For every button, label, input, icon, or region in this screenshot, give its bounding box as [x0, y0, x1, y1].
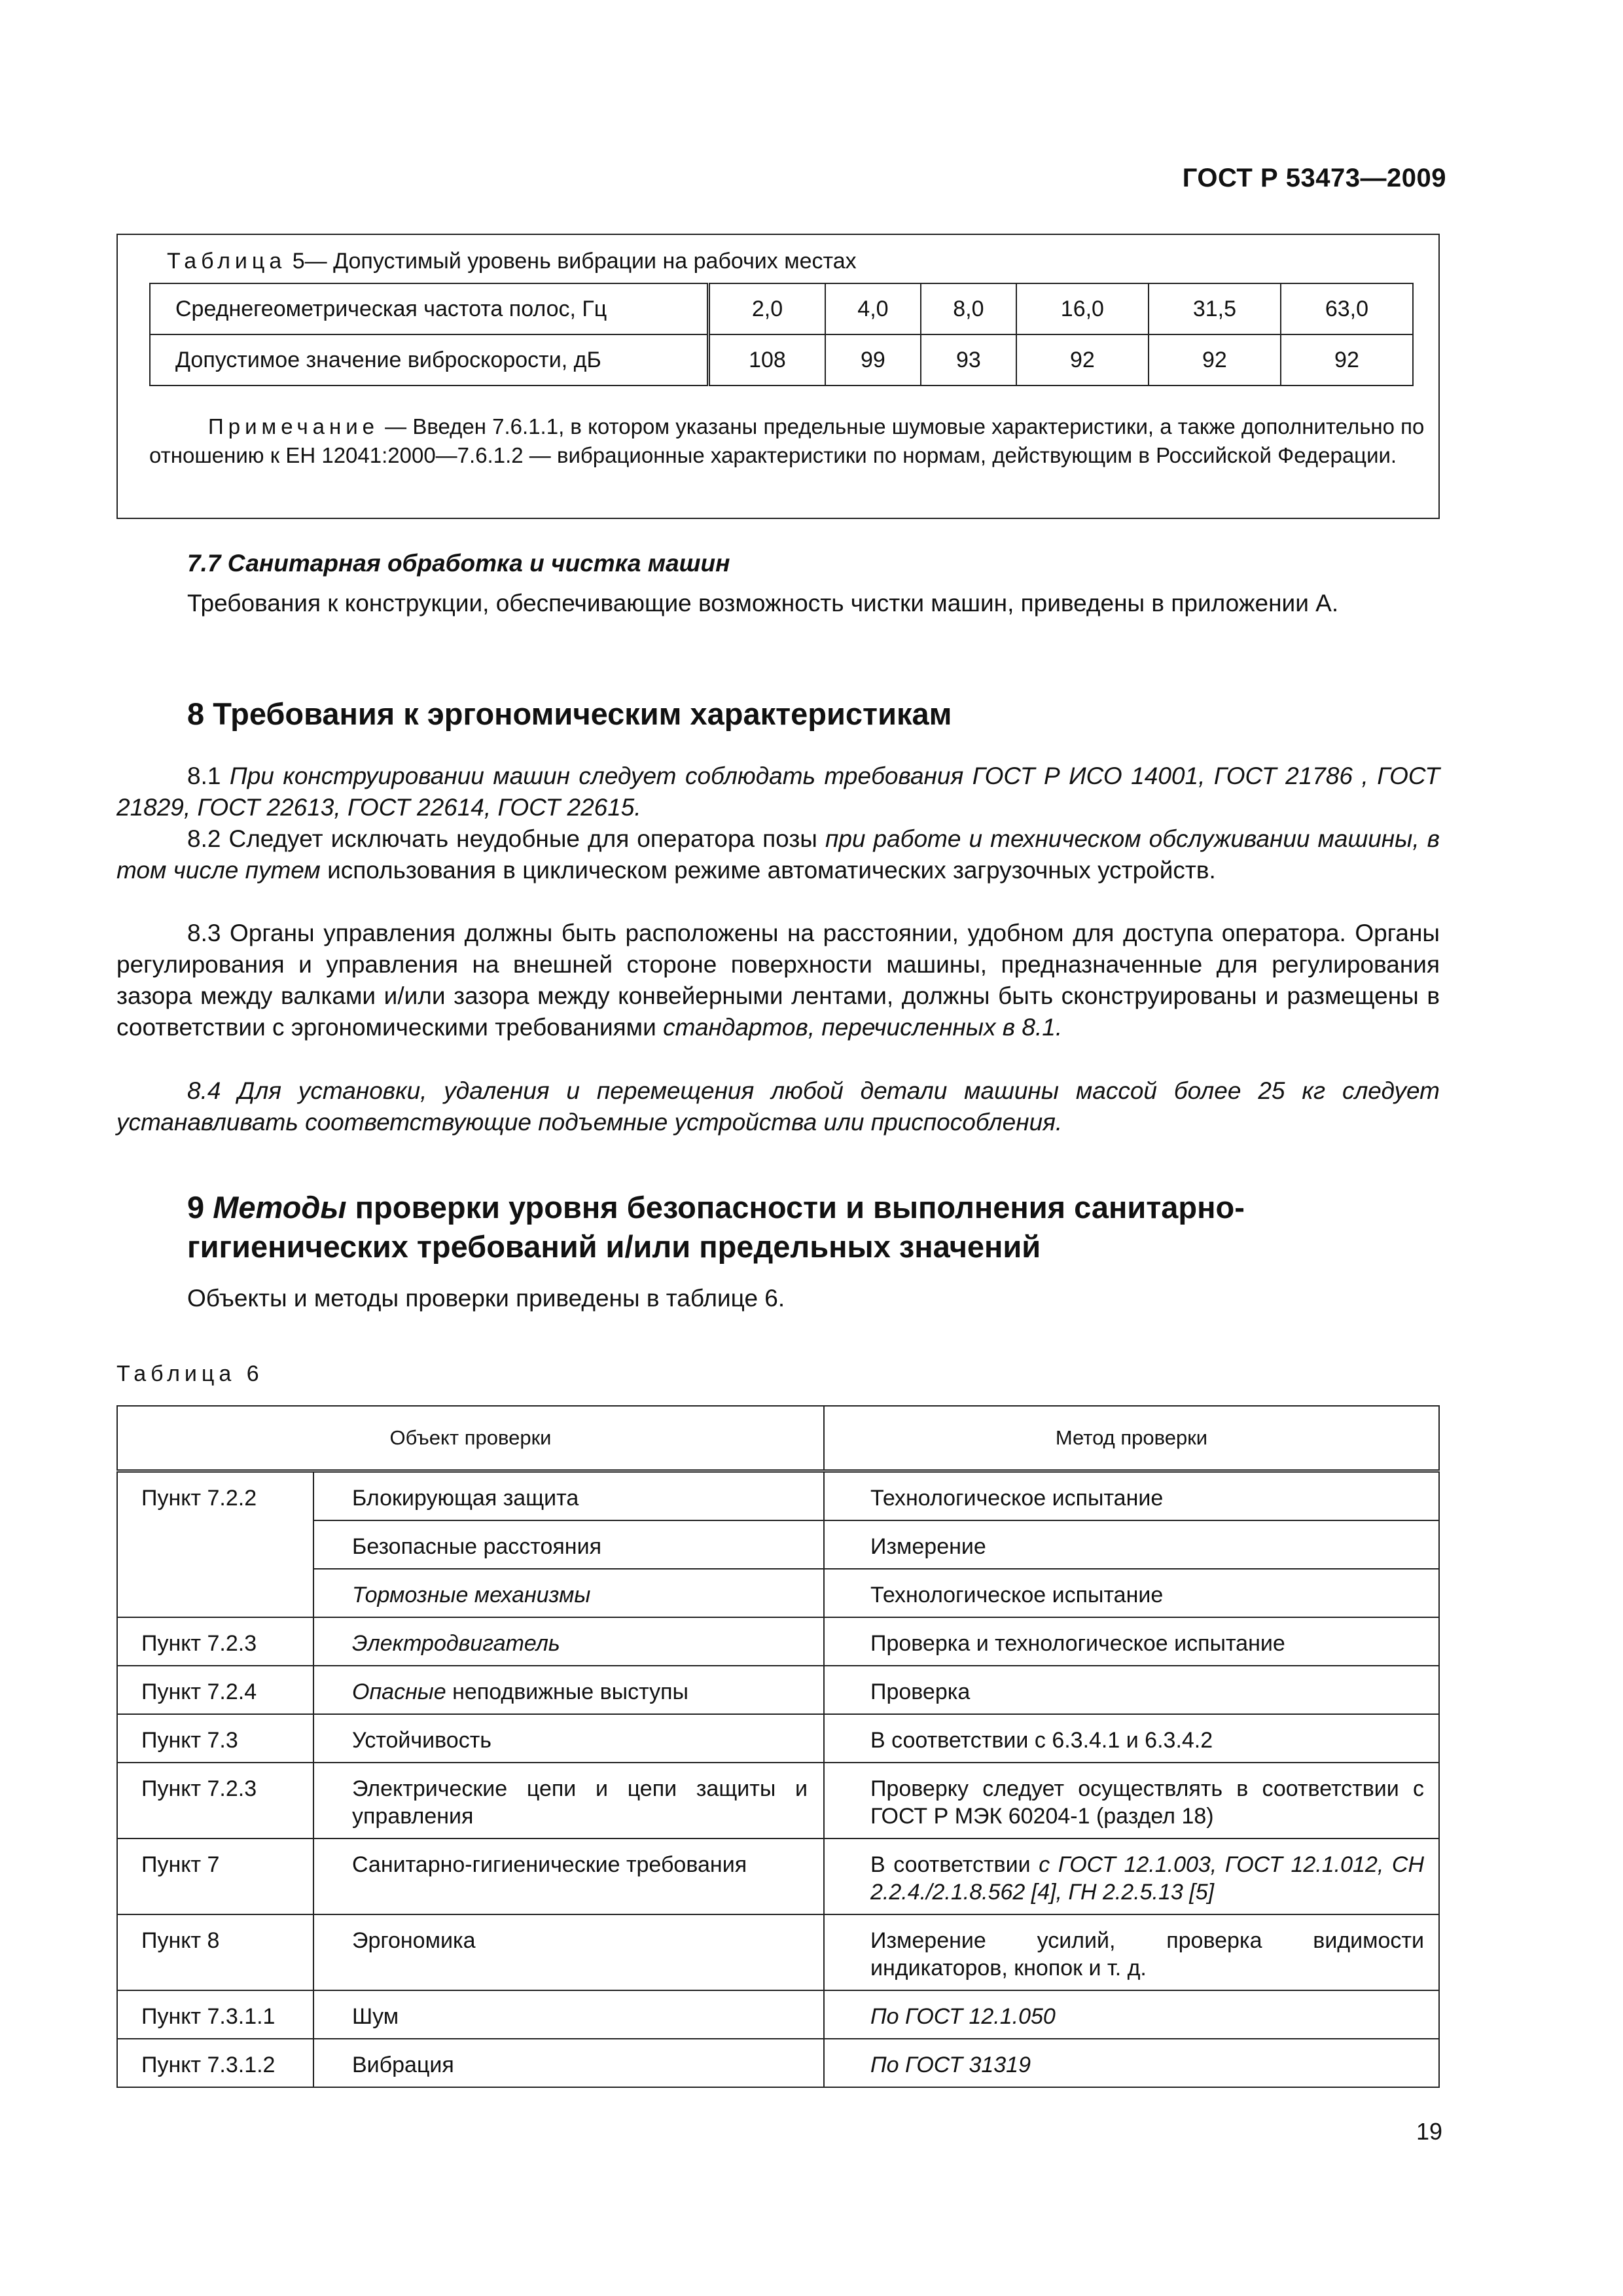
- clause-cell: Пункт 7.2.2: [117, 1471, 313, 1618]
- table5-row-frequency: [150, 283, 1413, 334]
- object-cell: Шум: [313, 1990, 824, 2039]
- paragraph-text-italic: стандартов, перечисленных в 8.1.: [663, 1014, 1063, 1041]
- paragraph-number: 8.1: [187, 762, 230, 789]
- method-text-italic: с ГОСТ 12.1.003, ГОСТ 12.1.012, СН 2.2.4./2.1.8.562 [4], ГН 2.2.5.13 [5]: [870, 1852, 1425, 1905]
- table-row: [117, 1714, 1439, 1763]
- clause-cell: Пункт 7.3.1.1: [117, 1990, 313, 2039]
- clause-cell: Пункт 7: [117, 1839, 313, 1914]
- page-number: 19: [1416, 2118, 1442, 2145]
- table6: [116, 1405, 1440, 2088]
- clause-cell: Пункт 7.2.4: [117, 1666, 313, 1714]
- object-cell: Электрические цепи и цепи защиты и управления: [313, 1763, 824, 1839]
- object-cell: Тормозные механизмы: [313, 1569, 824, 1617]
- table5-cell: 16,0: [1016, 283, 1149, 334]
- method-cell: По ГОСТ 31319: [824, 2039, 1439, 2087]
- table-row: [117, 1471, 1439, 1521]
- heading-text: проверки уровня безопасности и выполнения санитарно-гигиенических требований и/или предельных значений: [187, 1190, 1245, 1264]
- method-text: В соответствии: [870, 1852, 1039, 1877]
- section-9-intro: Объекты и методы проверки приведены в таблице 6.: [187, 1285, 785, 1312]
- paragraph-8-3: [116, 918, 1440, 1043]
- method-cell: В соответствии с 6.3.4.1 и 6.3.4.2: [824, 1714, 1439, 1763]
- table5-cell: 63,0: [1281, 283, 1413, 334]
- paragraph-8-2: [116, 823, 1440, 886]
- table5-cell: 4,0: [825, 283, 921, 334]
- column-header-object: Объект проверки: [117, 1406, 824, 1471]
- object-text: неподвижные выступы: [446, 1679, 688, 1704]
- method-cell: Технологическое испытание: [824, 1569, 1439, 1617]
- heading-number: 9: [187, 1190, 213, 1225]
- object-cell: [313, 1666, 824, 1714]
- table-row: [117, 1763, 1439, 1839]
- method-cell: [824, 1839, 1439, 1914]
- paragraph-text: использования в циклическом режиме автоматических загрузочных устройств.: [320, 857, 1216, 884]
- section-7-7-heading: 7.7 Санитарная обработка и чистка машин: [187, 550, 730, 577]
- table-row: [117, 1990, 1439, 2039]
- method-cell: Технологическое испытание: [824, 1471, 1439, 1521]
- table-row: [117, 1666, 1439, 1714]
- table6-caption: [116, 1361, 264, 1387]
- heading-italic-word: Методы: [213, 1190, 347, 1225]
- table5-cell: 108: [709, 334, 825, 386]
- table5-caption-text: 5— Допустимый уровень вибрации на рабочих местах: [286, 249, 857, 274]
- table5-caption-word: Таблица: [167, 249, 287, 274]
- paragraph-text: 8.3 Органы управления должны быть расположены на расстоянии, удобном для доступа оператора. Органы регулирования и управления на внешней стороне поверхности машины, предназначенные для регулирования зазора между валками и/или зазора между конвейерными лентами, должны быть сконструированы и размещены в соответствии с эргономическими требованиями: [116, 920, 1440, 1041]
- paragraph-text: 8.2 Следует исключать неудобные для оператора позы: [187, 825, 825, 852]
- object-cell: Санитарно-гигиенические требования: [313, 1839, 824, 1914]
- table6-header-row: [117, 1406, 1439, 1471]
- object-cell: Эргономика: [313, 1914, 824, 1990]
- clause-cell: Пункт 7.2.3: [117, 1617, 313, 1666]
- object-cell: Блокирующая защита: [313, 1471, 824, 1521]
- table-row: [117, 1839, 1439, 1914]
- table5-cell: 92: [1281, 334, 1413, 386]
- note-text: — Введен 7.6.1.1, в котором указаны предельные шумовые характеристики, а также дополнительно по отношению к ЕН 12041:2000—7.6.1.2 — вибрационные характеристики по нормам, действующим в Российской Федерации.: [149, 414, 1425, 467]
- method-cell: Измерение усилий, проверка видимости индикаторов, кнопок и т. д.: [824, 1914, 1439, 1990]
- clause-cell: Пункт 7.3.1.2: [117, 2039, 313, 2087]
- method-cell: Проверка: [824, 1666, 1439, 1714]
- column-header-method: Метод проверки: [824, 1406, 1439, 1471]
- paragraph-8-4: 8.4 Для установки, удаления и перемещения любой детали машины массой более 25 кг следует устанавливать соответствующие подъемные устройства или приспособления.: [116, 1077, 1440, 1136]
- section-7-7-text: Требования к конструкции, обеспечивающие возможность чистки машин, приведены в приложении А.: [187, 590, 1339, 617]
- table5-note: [149, 412, 1432, 470]
- table5-cell: 99: [825, 334, 921, 386]
- table-row: [117, 2039, 1439, 2087]
- table5-caption: [167, 249, 857, 274]
- table5-row-vibration: [150, 334, 1413, 386]
- table-row: [117, 1520, 1439, 1569]
- document-id: ГОСТ Р 53473—2009: [1182, 164, 1446, 192]
- clause-cell: Пункт 7.3: [117, 1714, 313, 1763]
- table5-cell: 31,5: [1149, 283, 1281, 334]
- paragraph-8-1: [116, 761, 1440, 823]
- object-text-italic: Опасные: [352, 1679, 446, 1704]
- object-cell: Устойчивость: [313, 1714, 824, 1763]
- table5-cell: 92: [1149, 334, 1281, 386]
- note-word: Примечание: [208, 414, 380, 439]
- table6-caption-text: Таблица 6: [116, 1361, 264, 1386]
- table5: [149, 283, 1414, 386]
- paragraph-text: При конструировании машин следует соблюдать требования ГОСТ Р ИСО 14001, ГОСТ 21786 , ГОСТ 21829, ГОСТ 22613, ГОСТ 22614, ГОСТ 22615.: [116, 762, 1440, 821]
- method-cell: Измерение: [824, 1520, 1439, 1569]
- object-cell: Безопасные расстояния: [313, 1520, 824, 1569]
- table5-row-label: Допустимое значение виброскорости, дБ: [150, 334, 709, 386]
- method-cell: По ГОСТ 12.1.050: [824, 1990, 1439, 2039]
- method-cell: Проверку следует осуществлять в соответствии с ГОСТ Р МЭК 60204-1 (раздел 18): [824, 1763, 1439, 1839]
- table5-cell: 93: [921, 334, 1016, 386]
- table-row: [117, 1569, 1439, 1617]
- object-cell: Электродвигатель: [313, 1617, 824, 1666]
- clause-cell: Пункт 7.2.3: [117, 1763, 313, 1839]
- method-cell: Проверка и технологическое испытание: [824, 1617, 1439, 1666]
- section-8-heading: 8 Требования к эргономическим характеристикам: [187, 696, 952, 731]
- table5-cell: 8,0: [921, 283, 1016, 334]
- table5-cell: 92: [1016, 334, 1149, 386]
- table-row: [117, 1914, 1439, 1990]
- object-cell: Вибрация: [313, 2039, 824, 2087]
- clause-cell: Пункт 8: [117, 1914, 313, 1990]
- table-row: [117, 1617, 1439, 1666]
- paragraph-text-italic: при работе и техническом обслуживании машины, в том числе путем: [116, 825, 1440, 884]
- section-9-heading: [187, 1188, 1418, 1266]
- table5-cell: 2,0: [709, 283, 825, 334]
- table5-row-label: Среднегеометрическая частота полос, Гц: [150, 283, 709, 334]
